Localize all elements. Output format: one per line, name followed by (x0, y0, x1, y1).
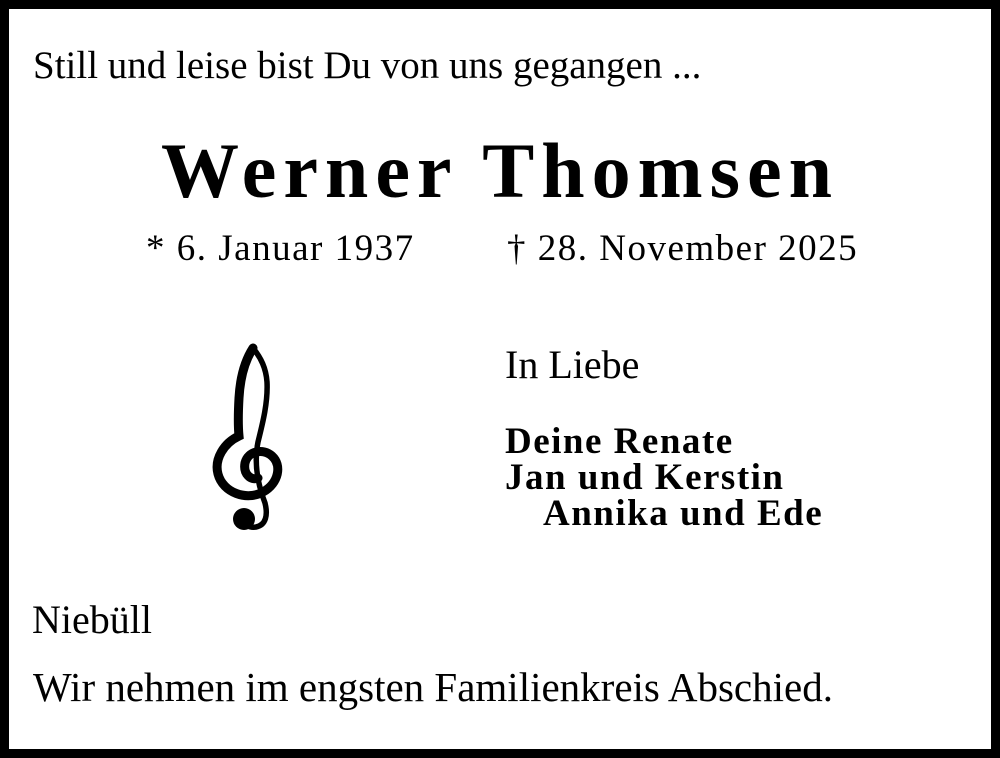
treble-clef-icon (208, 340, 294, 540)
mourners-list (505, 421, 824, 534)
deceased-name: Werner Thomsen (161, 127, 839, 214)
birth-date: * 6. Januar 1937 (146, 228, 415, 269)
mourner-name: Deine Renate (505, 421, 734, 462)
mourner-name: Annika und Ede (543, 493, 824, 534)
death-date: † 28. November 2025 (507, 228, 859, 269)
city-line: Niebüll (32, 597, 152, 642)
mourner-name: Jan und Kerstin (505, 457, 785, 498)
farewell-line: Wir nehmen im engsten Familienkreis Abschied. (33, 664, 833, 710)
salutation-line: In Liebe (505, 342, 640, 387)
opening-line: Still und leise bist Du von uns gegangen ... (33, 44, 702, 87)
